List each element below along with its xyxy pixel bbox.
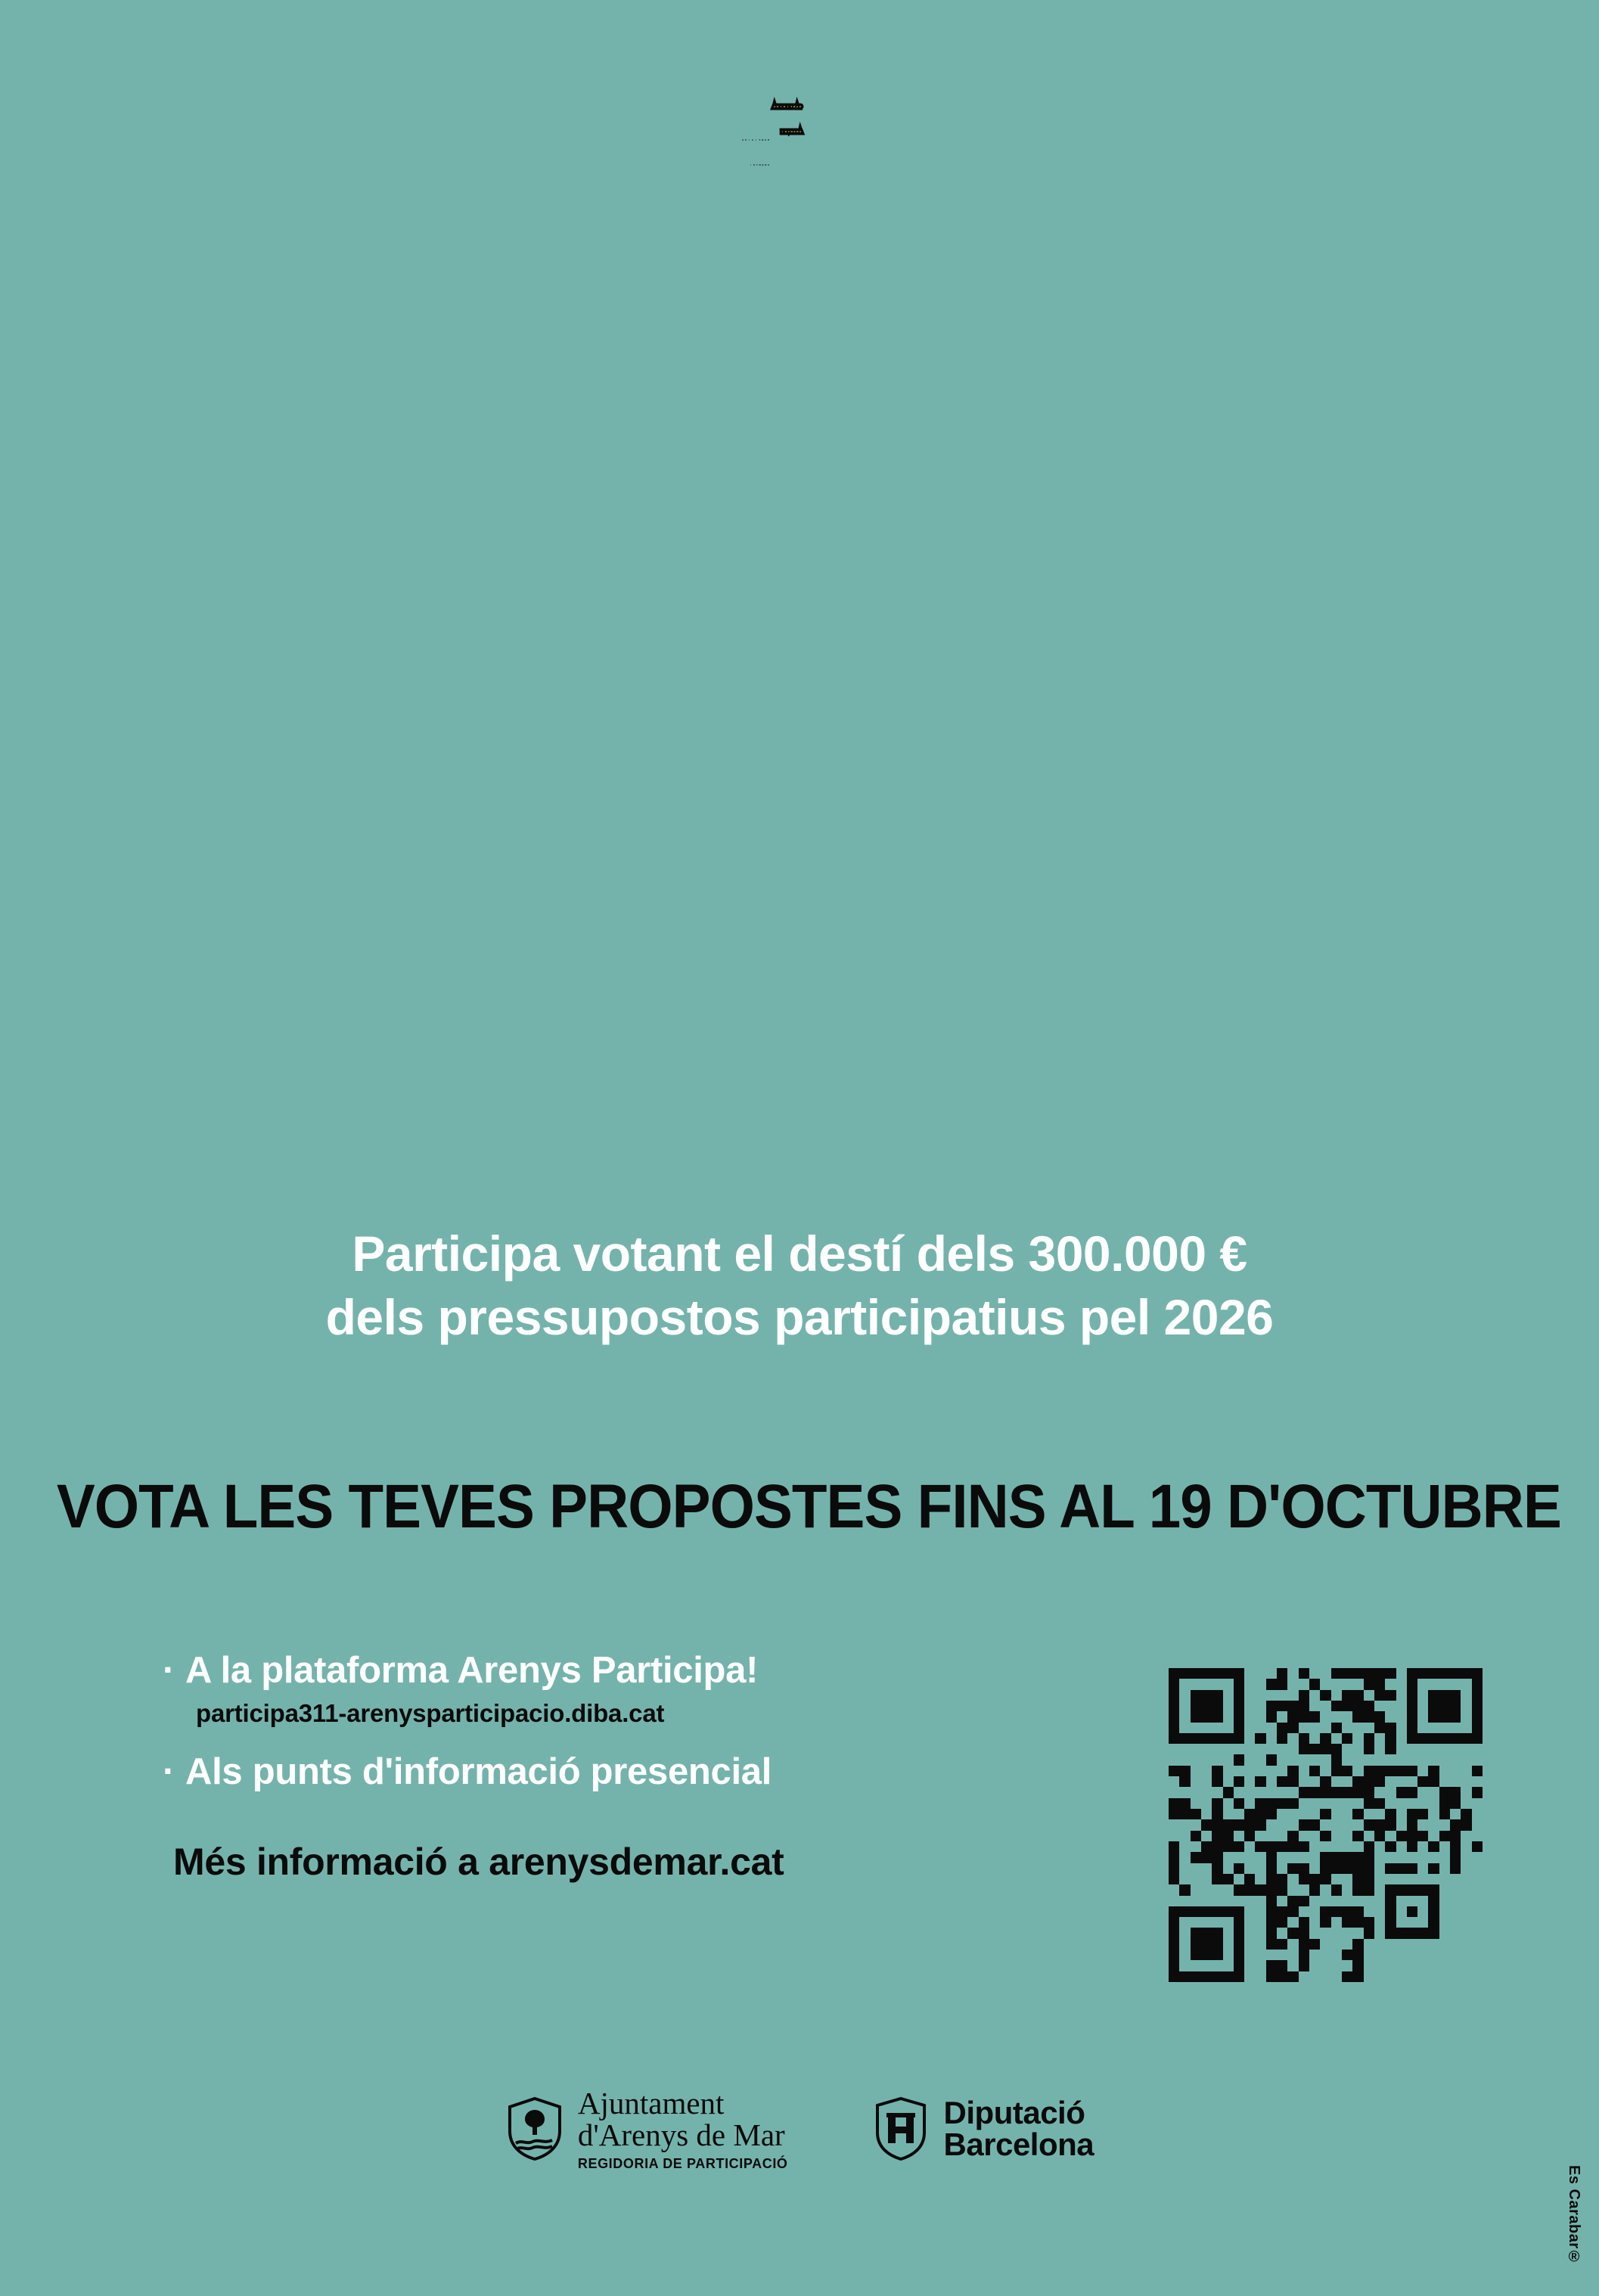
info-item-presential-label: Als punts d'informació presencial	[185, 1751, 772, 1792]
arenys-crest-icon	[505, 2096, 564, 2161]
footer-logos	[0, 2088, 1599, 2170]
more-info-text[interactable]: Més informació a arenysdemar.cat	[173, 1841, 784, 1883]
ajuntament-wordmark	[578, 2088, 788, 2170]
headline	[0, 106, 1599, 132]
headline-line-2	[0, 131, 1599, 133]
diputacio-line-1: Diputació	[943, 2094, 1085, 2130]
credit-text: Es Carabar®	[1566, 2164, 1582, 2266]
logo-ajuntament-arenys-de-mar	[505, 2088, 788, 2170]
headline-line-1-shadow	[0, 139, 1567, 141]
headline-line-2-shadow	[0, 164, 1567, 166]
headline-line-1-text	[0, 106, 1599, 108]
info-item-presential	[163, 1751, 1055, 1793]
headline-line-1	[0, 106, 1599, 108]
logo-diputacio-barcelona	[871, 2096, 1094, 2161]
subtitle-line-2: dels pressupostos participatius pel 2026	[325, 1289, 1274, 1346]
headline-line-2-text	[0, 131, 1599, 133]
platform-url[interactable]: participa311-arenysparticipacio.diba.cat	[196, 1699, 665, 1727]
ajuntament-line-3: REGIDORIA DE PARTICIPACIÓ	[577, 2155, 788, 2171]
info-block	[163, 1649, 1055, 1884]
qr-matrix	[1169, 1668, 1483, 1982]
diputacio-wordmark	[943, 2094, 1094, 2163]
diputacio-line-2: Barcelona	[943, 2127, 1094, 2163]
vote-deadline-line	[0, 1471, 1599, 1543]
diputacio-crest-icon	[871, 2096, 930, 2161]
ajuntament-line-2: d'Arenys de Mar	[577, 2117, 785, 2152]
bullet-icon: ·	[163, 1751, 175, 1792]
info-item-platform	[163, 1649, 1055, 1692]
bullet-icon: ·	[163, 1650, 175, 1691]
subtitle	[0, 1222, 1599, 1350]
subtitle-line-1: Participa votant el destí dels 300.000 €	[352, 1226, 1247, 1282]
qr-code[interactable]	[1169, 1668, 1483, 1982]
ajuntament-line-1: Ajuntament	[577, 2086, 725, 2120]
info-item-platform-label: A la plataforma Arenys Participa!	[185, 1650, 759, 1691]
vote-deadline-text: VOTA LES TEVES PROPOSTES FINS AL 19 D'OCTUBRE	[56, 1472, 1561, 1541]
